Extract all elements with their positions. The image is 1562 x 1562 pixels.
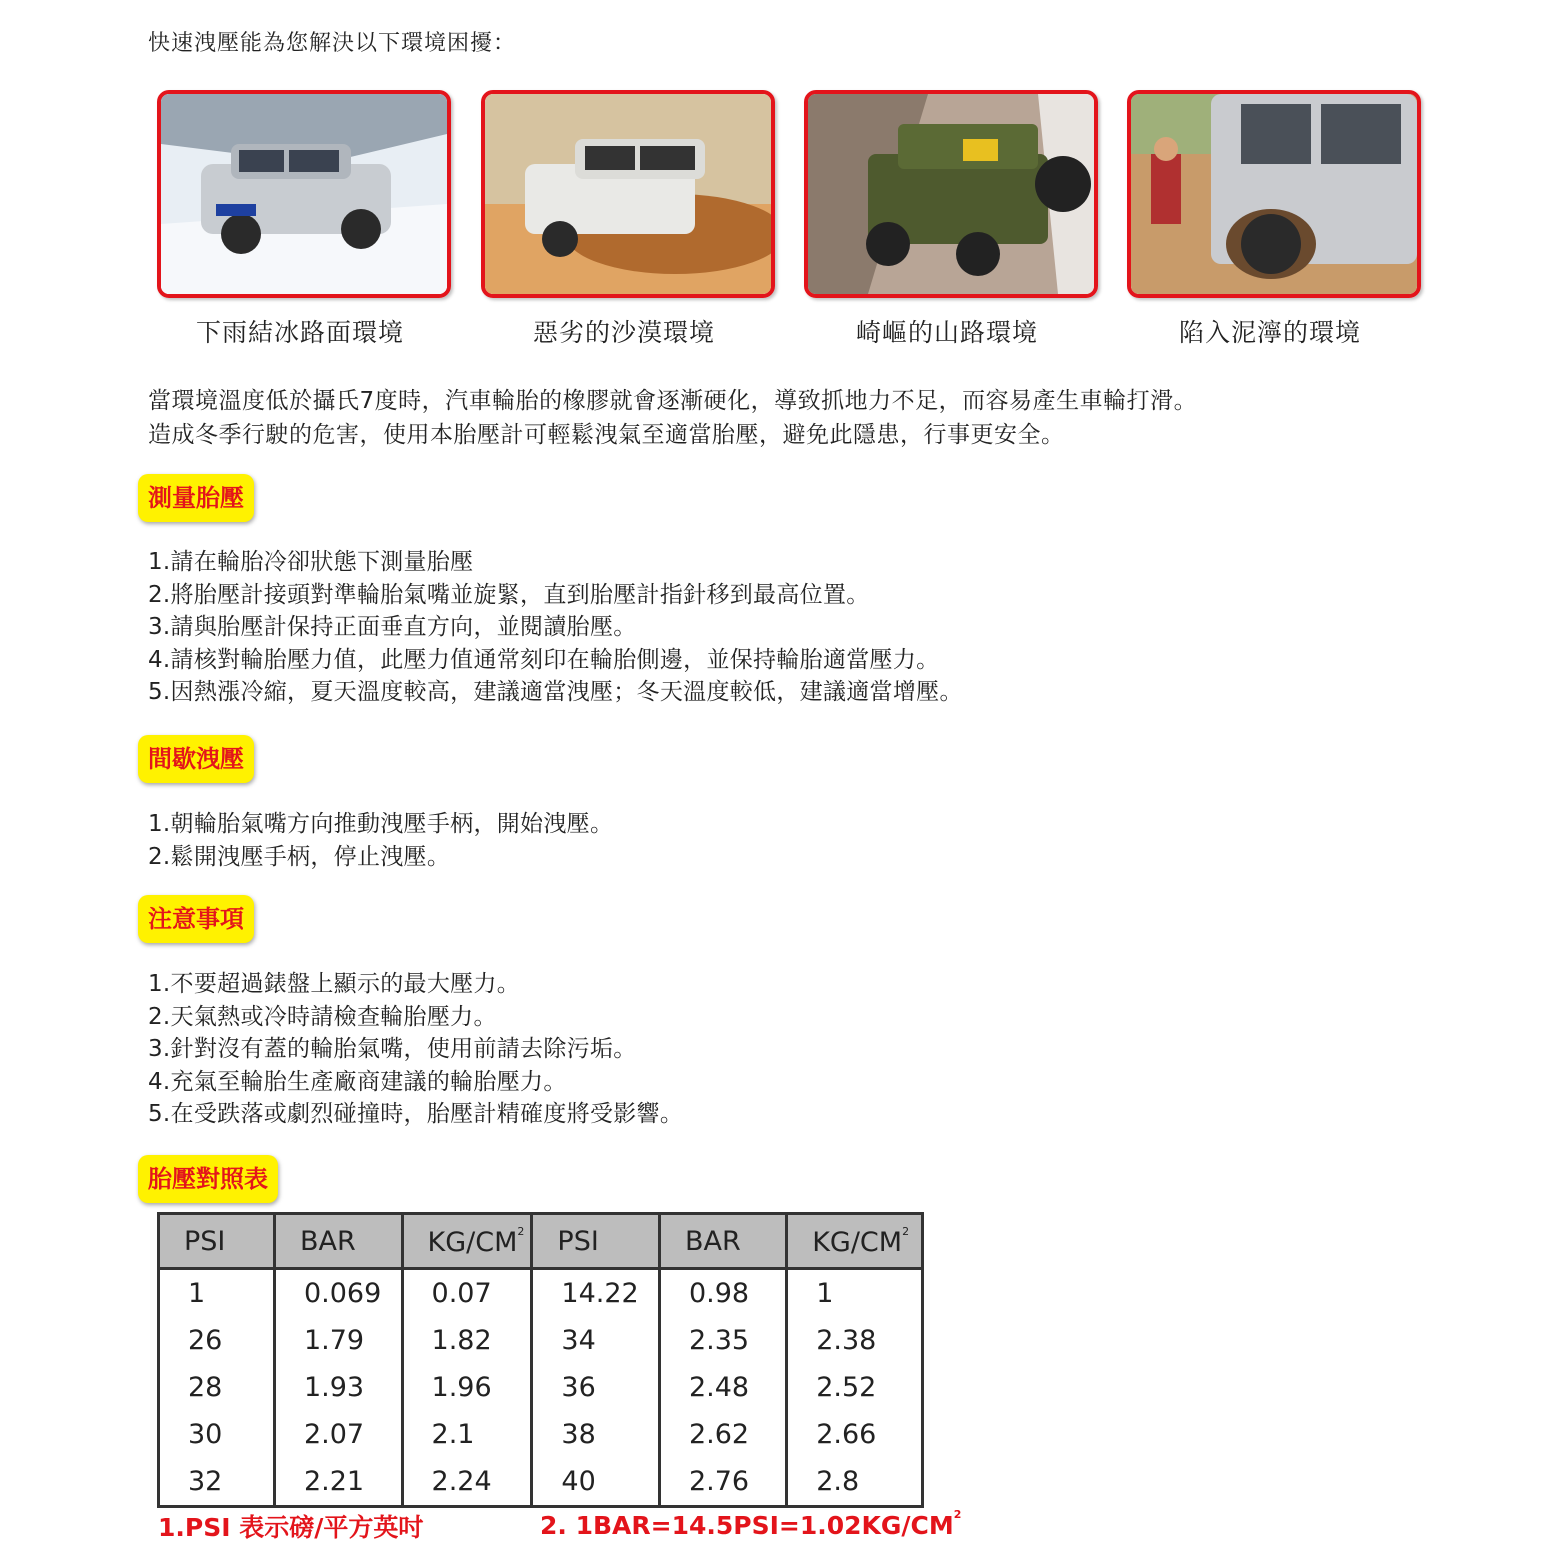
table-cell: 2.21 — [274, 1458, 402, 1507]
list-item: 3.針對沒有蓋的輪胎氣嘴，使用前請去除污垢。 — [148, 1036, 637, 1062]
list-item: 3.請與胎壓計保持正面垂直方向，並閱讀胎壓。 — [148, 614, 637, 640]
table-cell: 0.069 — [274, 1269, 402, 1318]
table-header-row — [159, 1214, 923, 1269]
table-cell: 32 — [159, 1458, 275, 1507]
section-tag-release: 間歇洩壓 — [138, 735, 254, 783]
table-cell: 1.82 — [402, 1317, 532, 1364]
pressure-conversion-table — [157, 1212, 924, 1508]
table-cell: 30 — [159, 1411, 275, 1458]
table-cell: 2.62 — [659, 1411, 786, 1458]
description-line-2: 造成冬季行駛的危害，使用本胎壓計可輕鬆洩氣至適當胎壓，避免此隱患，行事更安全。 — [148, 422, 1065, 448]
section-tag-caution: 注意事項 — [138, 895, 254, 943]
table-cell: 0.07 — [402, 1269, 532, 1318]
table-row — [159, 1317, 923, 1364]
mountain-road-photo — [804, 90, 1098, 298]
table-cell: 1.96 — [402, 1364, 532, 1411]
table-cell: 34 — [532, 1317, 660, 1364]
section-tag-measure: 測量胎壓 — [138, 474, 254, 522]
table-cell: 1.79 — [274, 1317, 402, 1364]
list-item: 1.朝輪胎氣嘴方向推動洩壓手柄，開始洩壓。 — [148, 811, 614, 837]
header-psi: PSI — [159, 1214, 275, 1269]
list-item: 1.不要超過錶盤上顯示的最大壓力。 — [148, 971, 521, 997]
table-cell: 2.66 — [816, 1419, 877, 1450]
list-item: 4.充氣至輪胎生產廠商建議的輪胎壓力。 — [148, 1068, 567, 1095]
table-cell: 40 — [532, 1458, 660, 1507]
table-cell: 1 — [816, 1278, 834, 1309]
table-cell: 2.76 — [659, 1458, 786, 1507]
footnote-conversion: 2. $1BAR=14.5PSI=1.02KG/CM^2$ — [540, 1508, 962, 1540]
list-item: 1.請在輪胎冷卻狀態下測量胎壓 — [148, 549, 474, 575]
table-cell: 2.52 — [816, 1372, 877, 1403]
header-psi-2: PSI — [532, 1214, 660, 1269]
list-item: 5.在受跌落或劇烈碰撞時，胎壓計精確度將受影響。 — [148, 1101, 684, 1127]
measure-list — [148, 546, 963, 709]
section-tag-table: 胎壓對照表 — [138, 1155, 278, 1203]
list-item: 2.鬆開洩壓手柄，停止洩壓。 — [148, 843, 451, 870]
header-bar-2: BAR — [659, 1214, 786, 1269]
table-cell: 2.8 — [816, 1466, 860, 1497]
caption-mountain: 崎嶇的山路環境 — [855, 318, 1038, 347]
release-list — [148, 808, 613, 873]
caption-snow: 下雨結冰路面環境 — [195, 318, 404, 347]
table-cell: 36 — [532, 1364, 660, 1411]
table-cell: 1.93 — [274, 1364, 402, 1411]
table-row — [159, 1458, 923, 1507]
caption-mud: 陷入泥濘的環境 — [1178, 318, 1361, 347]
header-kgcm2: $KG/CM^2$ — [402, 1214, 532, 1269]
table-cell: 2.24 — [402, 1458, 532, 1507]
table-cell: 38 — [532, 1411, 660, 1458]
caution-list — [148, 968, 683, 1131]
table-cell: 2.48 — [659, 1364, 786, 1411]
list-item: 4.請核對輪胎壓力值，此壓力值通常刻印在輪胎側邊，並保持輪胎適當壓力。 — [148, 646, 940, 673]
table-row — [159, 1411, 923, 1458]
list-item: 2.將胎壓計接頭對準輪胎氣嘴並旋緊，直到胎壓計指針移到最高位置。 — [148, 581, 870, 608]
table-row — [159, 1364, 923, 1411]
table-row — [159, 1269, 923, 1318]
footnote-psi: 1.PSI 表示磅/平方英吋 — [158, 1513, 424, 1542]
intro-heading: 快速洩壓能為您解決以下環境困擾： — [148, 31, 517, 56]
list-item: 2.天氣熱或冷時請檢查輪胎壓力。 — [148, 1003, 497, 1030]
table-cell: 14.22 — [532, 1269, 660, 1318]
table-cell: 2.38 — [816, 1325, 877, 1356]
description-line-1: 當環境溫度低於攝氏7度時，汽車輪胎的橡膠就會逐漸硬化，導致抓地力不足，而容易產生車輪打滑。 — [148, 388, 1198, 414]
snow-road-photo — [157, 90, 451, 298]
mud-photo — [1127, 90, 1421, 298]
list-item: 5.因熱漲冷縮，夏天溫度較高，建議適當洩壓；冬天溫度較低，建議適當增壓。 — [148, 679, 963, 705]
table-cell: 2.1 — [402, 1411, 532, 1458]
caption-desert: 惡劣的沙漠環境 — [532, 318, 715, 347]
table-cell: 2.07 — [274, 1411, 402, 1458]
table-cell: 2.35 — [659, 1317, 786, 1364]
table-cell: 26 — [159, 1317, 275, 1364]
header-kgcm2-2: $KG/CM^2$ — [787, 1214, 923, 1269]
table-cell: 0.98 — [659, 1269, 786, 1318]
table-cell: 1 — [159, 1269, 275, 1318]
header-bar: BAR — [274, 1214, 402, 1269]
table-cell: 28 — [159, 1364, 275, 1411]
desert-photo — [481, 90, 775, 298]
